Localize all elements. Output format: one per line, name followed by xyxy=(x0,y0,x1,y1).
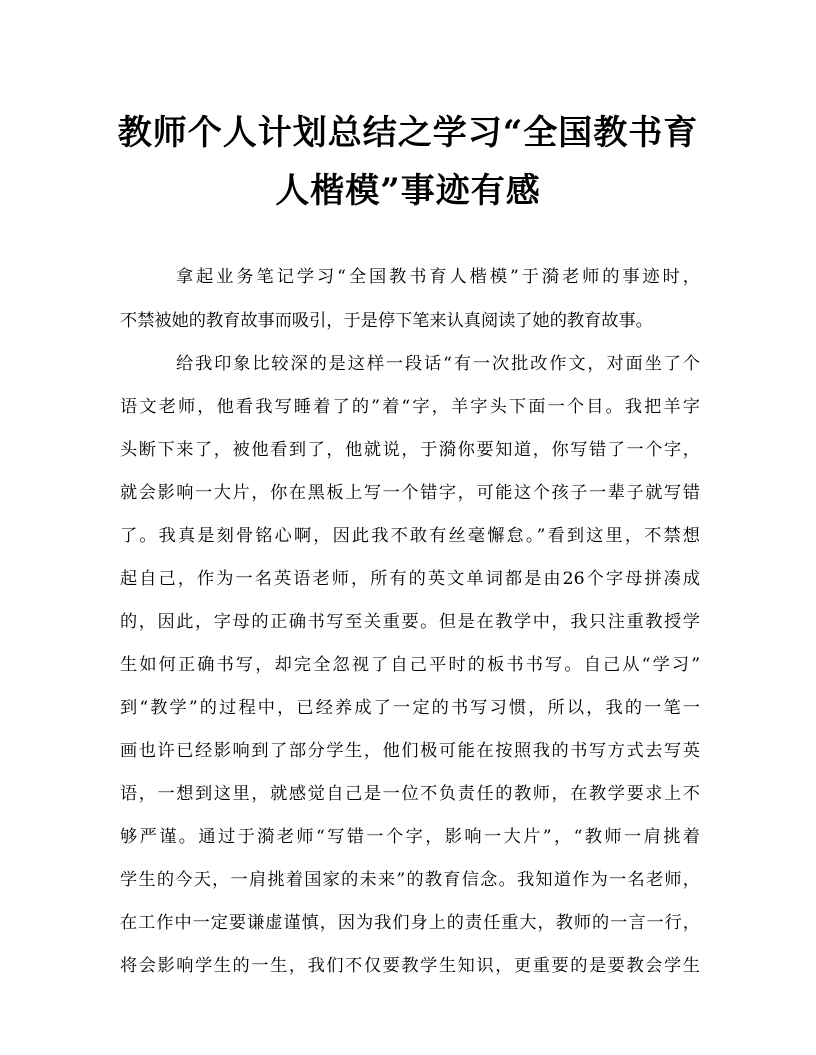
paragraph-line: 起自己，作为一名英语老师，所有的英文单词都是由26个字母拼凑成 xyxy=(120,569,700,589)
document-title-line-1: 教师个人计划总结之学习“全国教书育 xyxy=(117,113,699,153)
paragraph-line: 就会影响一大片，你在黑板上写一个错字，可能这个孩子一辈子就写错 xyxy=(120,483,700,503)
paragraph-line: 生如何正确书写，却完全忽视了自己平时的板书书写。自己从“学习” xyxy=(120,655,700,675)
paragraph-line: 在工作中一定要谦虚谨慎，因为我们身上的责任重大，教师的一言一行， xyxy=(120,913,700,933)
paragraph-line: 将会影响学生的一生，我们不仅要教学生知识，更重要的是要教会学生 xyxy=(120,956,700,976)
paragraph-line: 给我印象比较深的是这样一段话“有一次批改作文，对面坐了个 xyxy=(176,354,700,374)
paragraph-line: 学生的今天，一肩挑着国家的未来”的教育信念。我知道作为一名老师， xyxy=(120,870,700,890)
paragraph-line: 够严谨。通过于漪老师“写错一个字，影响一大片”，“教师一肩挑着 xyxy=(120,827,700,847)
paragraph-line: 画也许已经影响到了部分学生，他们极可能在按照我的书写方式去写英 xyxy=(120,741,700,761)
paragraph-line: 不禁被她的教育故事而吸引，于是停下笔来认真阅读了她的教育故事。 xyxy=(120,311,653,331)
paragraph-line: 头断下来了，被他看到了，他就说，于漪你要知道，你写错了一个字， xyxy=(120,440,700,460)
paragraph-line: 的，因此，字母的正确书写至关重要。但是在教学中，我只注重教授学 xyxy=(120,612,700,632)
paragraph-line: 到“教学”的过程中，已经养成了一定的书写习惯，所以，我的一笔一 xyxy=(120,698,700,718)
paragraph-line: 语文老师，他看我写睡着了的”着“字，羊字头下面一个目。我把羊字 xyxy=(120,397,700,417)
paragraph-line: 了。我真是刻骨铭心啊，因此我不敢有丝毫懈怠。”看到这里，不禁想 xyxy=(120,526,700,546)
paragraph-line: 拿起业务笔记学习“全国教书育人楷模”于漪老师的事迹时， xyxy=(176,267,700,287)
paragraph-line: 语，一想到这里，就感觉自己是一位不负责任的教师，在教学要求上不 xyxy=(120,784,700,804)
document-title-line-2: 人楷模”事迹有感 xyxy=(275,171,541,211)
